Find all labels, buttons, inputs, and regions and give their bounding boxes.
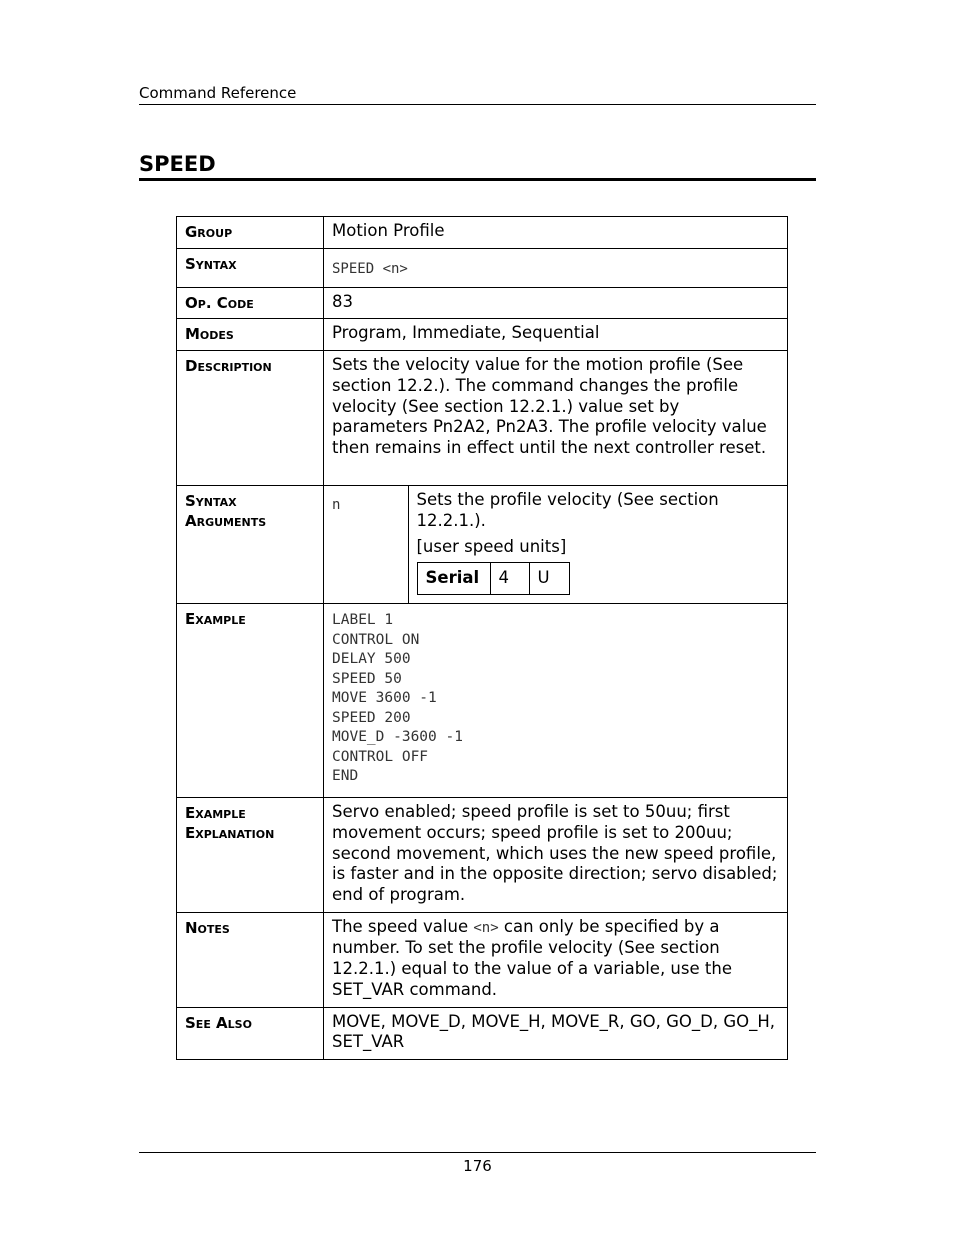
value-opcode: 83 bbox=[324, 287, 788, 319]
value-syntax: SPEED <n> bbox=[332, 260, 408, 277]
label-syntax: Syntax bbox=[177, 248, 324, 287]
running-header bbox=[139, 84, 816, 105]
label-example-explanation-line1: Example bbox=[185, 804, 246, 823]
label-syntax-arguments-line2: Arguments bbox=[185, 512, 267, 531]
notes-text-after: can only be specified by a number. To set the profile velocity (See section 12.2.1.) equal to the value of a variable, use the SET_VAR command. bbox=[332, 916, 732, 999]
label-description: Description bbox=[177, 351, 324, 486]
value-description: Sets the velocity value for the motion profile (See section 12.2.). The command changes the profile velocity (See section 12.2.1.) value set by parameters Pn2A2, Pn2A3. The profile velocity value then remains in effect until the next controller reset. bbox=[324, 351, 788, 486]
notes-text-before: The speed value bbox=[332, 916, 474, 936]
label-syntax-arguments-line1: Syntax bbox=[185, 492, 237, 511]
notes-code: <n> bbox=[473, 919, 499, 936]
row-notes bbox=[177, 912, 788, 1007]
arguments-table bbox=[324, 486, 787, 603]
argument-name-cell bbox=[324, 486, 408, 603]
label-syntax-arguments bbox=[177, 486, 324, 604]
row-group bbox=[177, 217, 788, 249]
argument-description-cell bbox=[408, 486, 787, 603]
row-modes bbox=[177, 319, 788, 351]
label-group: Group bbox=[177, 217, 324, 249]
value-notes bbox=[324, 912, 788, 1007]
command-title: SPEED bbox=[139, 151, 816, 181]
row-opcode bbox=[177, 287, 788, 319]
command-reference-table bbox=[176, 216, 788, 1060]
argument-units: [user speed units] bbox=[416, 536, 567, 556]
argument-name: n bbox=[332, 497, 341, 514]
row-see-also bbox=[177, 1007, 788, 1059]
row-example-explanation bbox=[177, 798, 788, 913]
unit-cell-type: Serial bbox=[417, 563, 490, 595]
value-example-explanation: Servo enabled; speed profile is set to 50uu; first movement occurs; speed profile is set to 200uu; second movement, which uses the new speed profile, is faster and in the opposite direction; servo disabled; end of program. bbox=[324, 798, 788, 913]
label-example-explanation-line2: Explanation bbox=[185, 824, 275, 843]
value-group: Motion Profile bbox=[324, 217, 788, 249]
value-see-also: MOVE, MOVE_D, MOVE_H, MOVE_R, GO, GO_D, GO_H, SET_VAR bbox=[324, 1007, 788, 1059]
example-code: LABEL 1 CONTROL ON DELAY 500 SPEED 50 MOVE 3600 -1 SPEED 200 MOVE_D -3600 -1 CONTROL OFF END bbox=[332, 612, 463, 785]
page-footer bbox=[139, 1152, 816, 1175]
row-syntax bbox=[177, 248, 788, 287]
label-example: Example bbox=[177, 604, 324, 798]
row-description bbox=[177, 351, 788, 486]
label-modes: Modes bbox=[177, 319, 324, 351]
unit-cell-sign: U bbox=[529, 563, 569, 595]
value-syntax-cell bbox=[324, 248, 788, 287]
row-syntax-arguments bbox=[177, 486, 788, 604]
label-opcode: Op. Code bbox=[177, 287, 324, 319]
value-example-cell bbox=[324, 604, 788, 798]
row-example bbox=[177, 604, 788, 798]
unit-cell-size: 4 bbox=[490, 563, 529, 595]
running-header-title: Command Reference bbox=[139, 84, 297, 102]
argument-description: Sets the profile velocity (See section 12.2.1.). bbox=[416, 490, 719, 530]
value-modes: Program, Immediate, Sequential bbox=[324, 319, 788, 351]
value-syntax-arguments bbox=[324, 486, 788, 604]
page-number: 176 bbox=[463, 1157, 492, 1175]
unit-table bbox=[417, 562, 570, 595]
label-see-also: See Also bbox=[177, 1007, 324, 1059]
label-example-explanation bbox=[177, 798, 324, 913]
label-notes: Notes bbox=[177, 912, 324, 1007]
